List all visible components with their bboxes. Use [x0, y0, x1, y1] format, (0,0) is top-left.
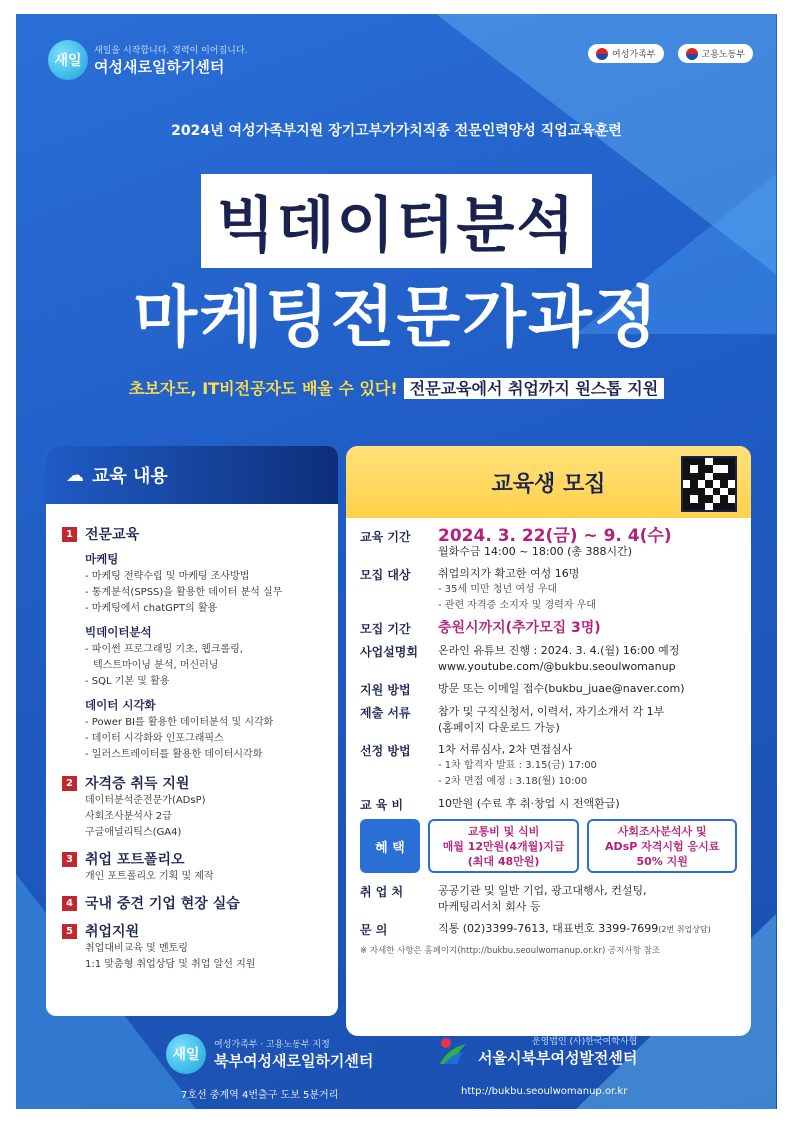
benefit-box-transport: 교통비 및 식비 매월 12만원(4개월)지급 (최대 48만원) [428, 819, 580, 873]
cloud-icon: ☁ [66, 464, 84, 486]
list-item: - 마케팅 전략수립 및 마케팅 조사방법 [85, 571, 250, 582]
footer-org-name: 서울시북부여성발전센터 [478, 1049, 638, 1067]
list-item: 개인 포트폴리오 기획 및 제작 [85, 871, 214, 882]
section-title: 전문교육 [85, 527, 140, 543]
saeil-logo-icon: 새일 [166, 1034, 206, 1074]
info-row-contact: 문 의 직통 (02)3399-7613, 대표번호 3399-7699(2번 취업상담) [360, 922, 711, 937]
info-row-deadline: 모집 기간 충원시까지(추가모집 3명) [360, 620, 601, 636]
section-title: 취업 포트폴리오 [85, 852, 185, 868]
section-number: 1 [62, 527, 77, 542]
poster [16, 14, 777, 1109]
ministry-logos [588, 44, 753, 63]
recruitment-heading: 교육생 모집 [491, 471, 606, 497]
section-number: 4 [62, 896, 77, 911]
ministry-badge: 고용노동부 [678, 44, 753, 63]
tagline: 초보자도, IT비전공자도 배울 수 있다! 전문교육에서 취업까지 원스톱 지원 [16, 376, 777, 399]
info-row-target: 모집 대상 취업의지가 확고한 여성 16명 - 35세 미만 청년 여성 우대 - 관련 자격증 소지자 및 경력자 우대 [360, 567, 596, 611]
email-link[interactable]: 방문 또는 이메일 접수(bukbu_juae@naver.com) [438, 682, 685, 695]
section-title: 국내 중견 기업 현장 실습 [85, 896, 240, 912]
education-content-panel [46, 446, 338, 1016]
list-item: 텍스트마이닝 분석, 머신러닝 [93, 660, 219, 671]
list-item: 구글애널리틱스(GA4) [85, 827, 182, 838]
education-heading: 교육 내용 [92, 466, 168, 487]
benefit-box-certificate: 사회조사분석사 및 ADsP 자격시험 응시료 50% 지원 [587, 819, 737, 873]
list-item: - Power BI를 활용한 데이터분석 및 시각화 [85, 717, 274, 728]
subsection-title: 데이터 시각화 [85, 698, 156, 712]
list-item: - 통계분석(SPSS)을 활용한 데이터 분석 실무 [85, 587, 283, 598]
list-item: 1:1 맞춤형 취업상담 및 취업 알선 지원 [85, 959, 256, 970]
section-number: 5 [62, 924, 77, 939]
footer-url-link[interactable]: http://bukbu.seoulwomanup.or.kr [461, 1086, 628, 1097]
benefit-label: 혜 택 [360, 819, 420, 873]
footer-center-name: 북부여성새로일하기센터 [214, 1052, 374, 1070]
logo-slogan: 새일을 시작합니다. 경력이 이어집니다. [94, 46, 248, 56]
title-line-2: 마케팅전문가과정 [133, 279, 660, 356]
title-line-1: 빅데이터분석 [201, 174, 593, 268]
info-row-apply: 지원 방법 방문 또는 이메일 접수(bukbu_juae@naver.com) [360, 682, 685, 697]
taeguk-icon [596, 48, 608, 60]
info-row-session: 사업설명회 온라인 유튜브 진행 : 2024. 3. 4.(월) 16:00 예정 www.youtube.com/@bukbu.seoulwomanup [360, 644, 680, 673]
info-row-jobs: 취 업 처 공공기관 및 일반 기업, 광고대행사, 컨설팅, 마케팅리서치 회사 등 [360, 884, 647, 913]
taeguk-icon [686, 48, 698, 60]
subsection-title: 빅데이터분석 [85, 625, 152, 639]
ministry-badge: 여성가족부 [588, 44, 663, 63]
center-logo [48, 40, 247, 80]
list-item: - 일러스트레이터를 활용한 데이터시각화 [85, 749, 263, 760]
list-item: 사회조사분석사 2급 [85, 811, 172, 822]
list-item: - 데이터 시각화와 인포그래픽스 [85, 733, 224, 744]
footnote: ※ 자세한 사항은 홈페이지(http://bukbu.seoulwomanup.or.kr) 공지사항 참조 [360, 946, 661, 956]
list-item: 데이터분석준전문가(ADsP) [85, 795, 206, 806]
benefit-row [360, 819, 737, 873]
list-item: - 파이썬 프로그래밍 기초, 웹크롤링, [85, 644, 243, 655]
program-subtitle: 2024년 여성가족부지원 장기고부가가치직종 전문인력양성 직업교육훈련 [171, 123, 622, 139]
list-item: - SQL 기본 및 활용 [85, 676, 170, 687]
subsection-title: 마케팅 [85, 552, 119, 566]
section-number: 3 [62, 852, 77, 867]
seoul-logo-icon [436, 1034, 470, 1068]
section-number: 2 [62, 776, 77, 791]
footer: 새일 여성가족부 · 고용노동부 지정 북부여성새로일하기센터 7호선 중계역 4번출구 도보 5분거리 운영법인 (사)한국여학사협 서울시북부여성발전센터 http://bukbu.seoulwomanup.or.kr [16, 1024, 777, 1109]
logo-name: 여성새로일하기센터 [94, 58, 225, 76]
section-title: 취업지원 [85, 924, 140, 940]
recruitment-panel [346, 446, 751, 1036]
saeil-logo-icon: 새일 [48, 40, 88, 80]
info-row-fee: 교 육 비 10만원 (수료 후 취·창업 시 전액환급) [360, 797, 620, 812]
qr-code-icon[interactable] [681, 456, 737, 512]
info-row-period: 교육 기간 2024. 3. 22(금) ~ 9. 4(수) 월화수금 14:00 ~ 18:00 (총 388시간) [360, 526, 672, 558]
list-item: 취업대비교육 및 멘토링 [85, 943, 188, 954]
footer-address: 7호선 중계역 4번출구 도보 5분거리 [181, 1090, 339, 1101]
section-title: 자격증 취득 지원 [85, 776, 190, 792]
info-row-select: 선정 방법 1차 서류심사, 2차 면접심사 - 1차 합격자 발표 : 3.15(금) 17:00 - 2차 면접 예정 : 3.18(월) 10:00 [360, 743, 597, 787]
info-row-docs: 제출 서류 참가 및 구직신청서, 이력서, 자기소개서 각 1부 (홈페이지 다운로드 가능) [360, 705, 665, 734]
list-item: - 마케팅에서 chatGPT의 활용 [85, 603, 218, 614]
youtube-link[interactable]: www.youtube.com/@bukbu.seoulwomanup [438, 660, 676, 673]
